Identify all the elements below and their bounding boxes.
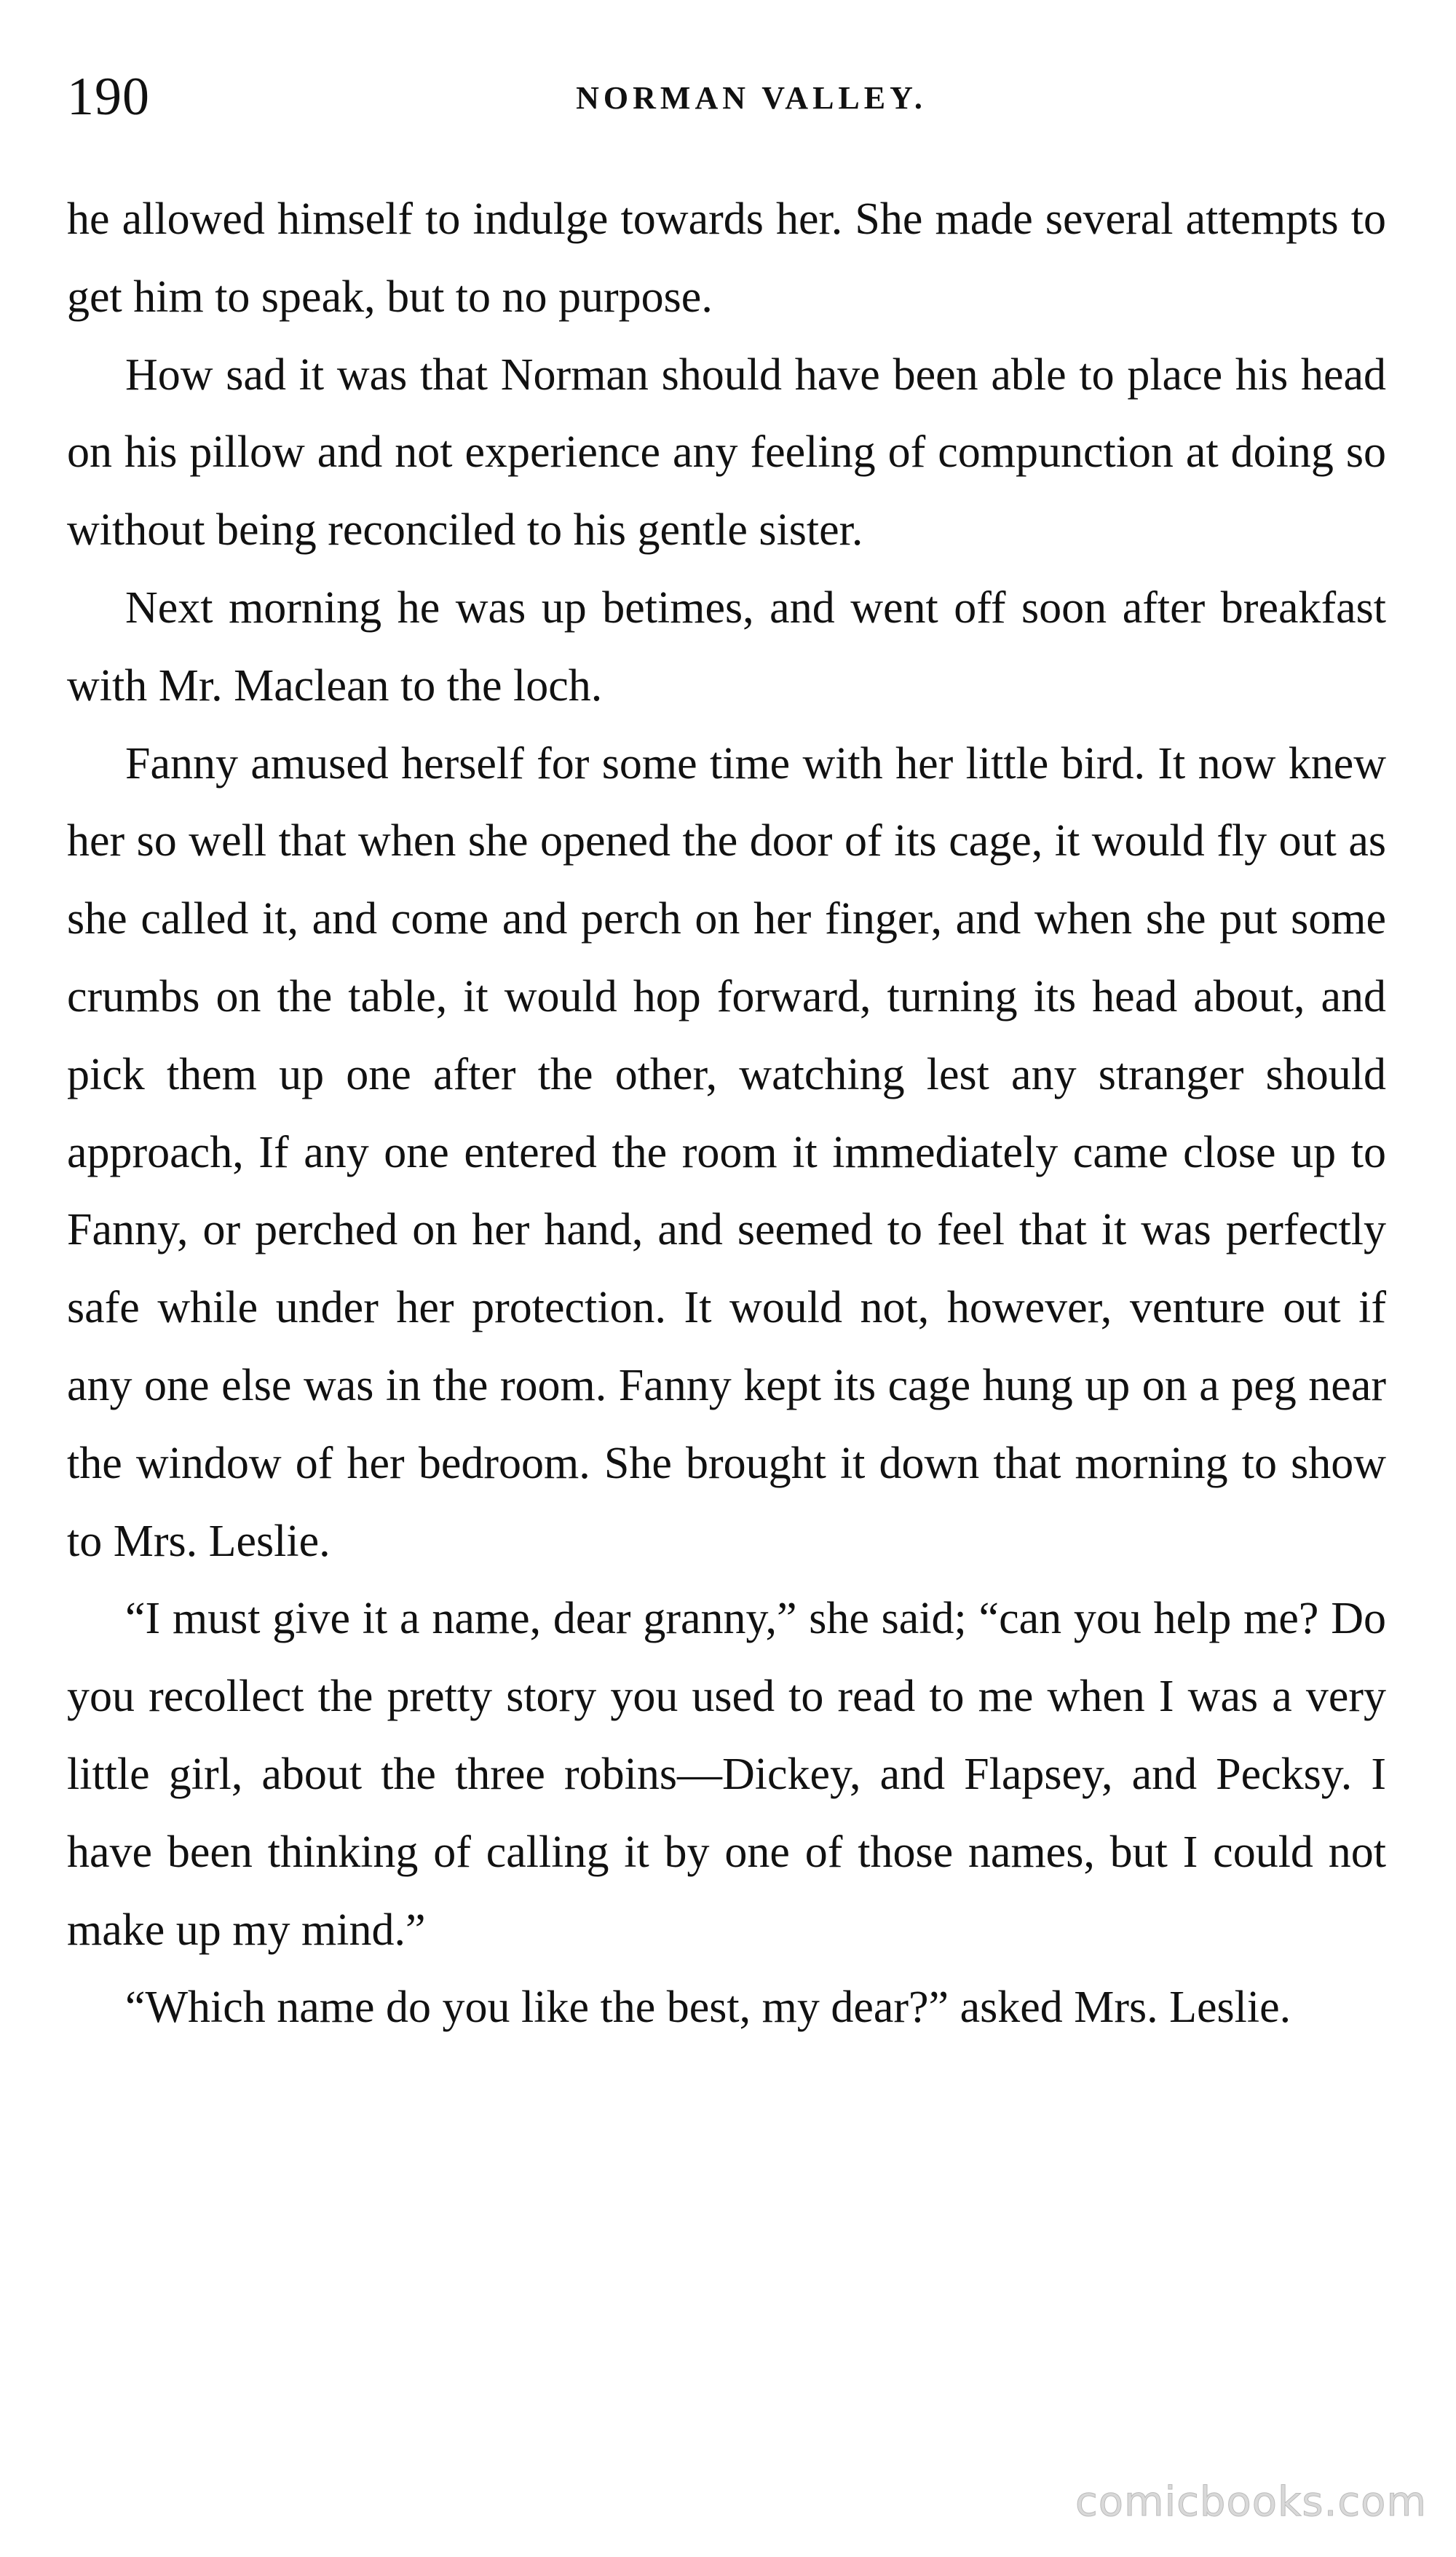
paragraph-4: Fanny amused herself for some time with her little bird. It now knew her so well that when she opened the door of its cage, it would fly out as she called it, and come and perch on her finger, and when she put some crumbs on the table, it would hop forward, turning its head about, and pick them up one after the other, watching lest any stranger should approach, If any one entered the room it immediately came close up to Fanny, or perched on her hand, and seemed to feel that it was perfectly safe while under her protection. It would not, however, venture out if any one else was in the room. Fanny kept its cage hung up on a peg near the window of her bedroom. She brought it down that morning to show to Mrs. Leslie. bbox=[67, 738, 1386, 1566]
page-header bbox=[67, 64, 1406, 130]
body-text bbox=[67, 181, 1386, 2047]
running-title: NORMAN VALLEY. bbox=[576, 80, 927, 116]
paragraph-2: How sad it was that Norman should have been able to place his head on his pillow and not experience any feeling of compunction at doing so without being reconciled to his gentle sister. bbox=[67, 349, 1386, 556]
page-number: 190 bbox=[67, 67, 150, 127]
paragraph-6: “Which name do you like the best, my dear?” asked Mrs. Leslie. bbox=[125, 1983, 1291, 2033]
site-watermark: comicbooks.com bbox=[1075, 2478, 1427, 2526]
paragraph-3: Next morning he was up betimes, and went off soon after breakfast with Mr. Maclean to the loch. bbox=[67, 582, 1386, 711]
paragraph-1: he allowed himself to indulge towards her. She made several attempts to get him to speak, but to no purpose. bbox=[67, 194, 1386, 322]
paragraph-5: “I must give it a name, dear granny,” she said; “can you help me? Do you recollect the pretty story you used to read to me when I was a very little girl, about the three robins—Dickey, and Flapsey, and Pecksy. I have been thinking of calling it by one of those names, but I could not make up my mind.” bbox=[67, 1594, 1386, 1955]
